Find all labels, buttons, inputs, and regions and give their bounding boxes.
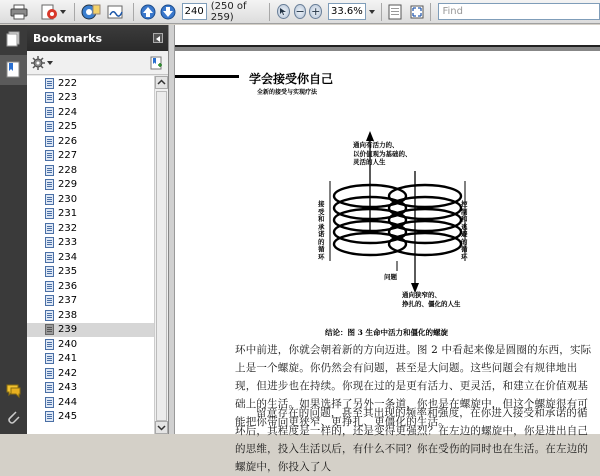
figure-right-label: 控 制 和 逃 避 的 循 环 (461, 200, 468, 261)
toolbar-separator (74, 3, 75, 21)
page-icon (45, 208, 54, 219)
create-pdf-button[interactable] (40, 2, 66, 22)
options-button[interactable] (31, 56, 53, 70)
bookmark-item[interactable] (27, 337, 155, 352)
body-paragraph: 环中前进，你就会朝着新的方向迈进。图 2 中看起来像是圆圈的东西，实际上是一个螺旋。你仍然会有问题，甚至是大问题。这些问题会有规律地出现，但进步也在持续。你现在过的是更有活力、更灵活，和建立在价值观基础上的生活。如果选择了另外一条道，你也是在螺旋中，但这个螺旋很有可能把你带向更狭窄、更挣扎、更僵化的生活。 (235, 344, 592, 428)
bookmark-item[interactable] (27, 221, 155, 236)
bookmarks-header (27, 25, 168, 51)
page-icon (45, 295, 54, 306)
signature-button[interactable] (107, 2, 125, 22)
bookmark-item[interactable] (27, 323, 155, 338)
attachments-icon[interactable] (5, 408, 22, 425)
print-button[interactable] (10, 2, 28, 22)
bookmark-label: 228 (58, 164, 78, 176)
gear-icon (31, 56, 45, 70)
bookmark-item[interactable] (27, 178, 155, 193)
navigation-pane-strip (0, 25, 27, 434)
scroll-up-button[interactable] (155, 76, 168, 89)
bookmark-label: 236 (58, 280, 78, 292)
bookmark-label: 239 (58, 324, 78, 336)
bookmark-label: 229 (58, 179, 78, 191)
cursor-icon (279, 7, 288, 16)
bookmark-item[interactable] (27, 279, 155, 294)
bookmark-label: 233 (58, 237, 78, 249)
bookmark-label: 238 (58, 309, 78, 321)
bookmarks-panel (27, 25, 169, 434)
chevron-down-icon (47, 61, 53, 65)
scroll-thumb[interactable] (156, 91, 167, 421)
figure-top-label: 通向有活力的、 以价值观为基础的、 灵活的人生 (353, 141, 412, 166)
page-icon (45, 92, 54, 103)
bookmark-item[interactable] (27, 294, 155, 309)
page-icon (45, 121, 54, 132)
page-icon (45, 397, 54, 408)
page-icon (45, 281, 54, 292)
page-icon (45, 223, 54, 234)
previous-page-button[interactable] (140, 2, 156, 22)
page-icon (45, 165, 54, 176)
body-paragraph: 留意存在的问题，甚至其出现的频率和强度，在你进入接受和承诺的循环后，其程度是一样的，还是变得更强烈？在左边的螺旋中，你是进出自己的思维，投入生活以后，有什么不同？你在受伤的同时也在生活。在左边的螺旋中，你投入了人 (235, 407, 589, 473)
bookmark-label: 241 (58, 353, 78, 365)
bookmark-label: 224 (58, 106, 78, 118)
bookmark-item[interactable] (27, 366, 155, 381)
full-screen-button[interactable] (410, 2, 424, 22)
bookmark-label: 243 (58, 382, 78, 394)
bookmark-label: 234 (58, 251, 78, 263)
page-icon (45, 353, 54, 364)
full-screen-icon (410, 5, 424, 19)
fit-page-icon (388, 4, 402, 20)
create-pdf-icon (40, 4, 58, 20)
bookmark-item[interactable] (27, 91, 155, 106)
bookmark-item[interactable] (27, 207, 155, 222)
bookmarks-tab[interactable] (0, 55, 27, 85)
next-page-button[interactable] (160, 2, 176, 22)
page-icon (45, 194, 54, 205)
bookmark-icon (5, 61, 22, 78)
bookmark-label: 227 (58, 150, 78, 162)
bookmark-label: 226 (58, 135, 78, 147)
bookmark-label: 237 (58, 295, 78, 307)
collaborate-icon (81, 3, 101, 21)
bookmark-item[interactable] (27, 381, 155, 396)
bookmark-label: 240 (58, 338, 78, 350)
page-icon (45, 252, 54, 263)
figure-bottom-label: 通向狭窄的、 挣扎的、僵化的人生 (402, 291, 461, 308)
bookmark-item[interactable] (27, 192, 155, 207)
fit-page-button[interactable] (388, 2, 402, 22)
page-icon (45, 78, 54, 89)
bookmark-item[interactable] (27, 134, 155, 149)
document-view[interactable] (175, 25, 600, 473)
page-icon (45, 339, 54, 350)
collapse-panel-icon[interactable] (153, 33, 163, 43)
page-icon (45, 179, 54, 190)
figure-problem-label: 问题 (384, 273, 397, 281)
comments-icon[interactable] (5, 382, 22, 399)
bookmark-item[interactable] (27, 76, 155, 91)
toolbar-separator (381, 3, 382, 21)
bookmark-label: 231 (58, 208, 78, 220)
page-icon (45, 382, 54, 393)
select-tool-button[interactable] (277, 4, 290, 19)
collaborate-button[interactable] (81, 2, 101, 22)
scroll-down-button[interactable] (155, 421, 168, 434)
page-icon (45, 310, 54, 321)
zoom-dropdown-chevron-icon[interactable] (369, 10, 375, 14)
zoom-level-input[interactable]: 33.6% (328, 3, 366, 20)
bookmarks-title: Bookmarks (33, 31, 102, 45)
signature-icon (107, 4, 125, 20)
page-icon (45, 368, 54, 379)
bookmark-item[interactable] (27, 352, 155, 367)
toolbar-separator (269, 3, 270, 21)
bookmark-item[interactable] (27, 265, 155, 280)
previous-page-bottom (175, 25, 600, 47)
bookmark-label: 223 (58, 92, 78, 104)
bookmark-label: 230 (58, 193, 78, 205)
bookmarks-toolbar (27, 51, 168, 75)
page-icon (45, 411, 54, 422)
bookmarks-list (27, 76, 155, 434)
bookmark-label: 244 (58, 396, 78, 408)
bookmarks-scrollbar[interactable] (154, 76, 168, 434)
bookmark-label: 222 (58, 77, 78, 89)
chevron-down-icon (60, 10, 66, 14)
bookmark-item[interactable] (27, 250, 155, 265)
chapter-title: 学会接受你自己 (249, 72, 334, 86)
page-icon (45, 136, 54, 147)
zoom-out-button[interactable] (294, 4, 307, 19)
chevron-down-icon (156, 422, 167, 433)
document-page (175, 51, 600, 473)
bookmark-item[interactable] (27, 395, 155, 410)
minus-icon: − (295, 5, 305, 18)
bookmark-label: 225 (58, 121, 78, 133)
page-icon (45, 107, 54, 118)
toolbar-separator (133, 3, 134, 21)
bookmark-label: 232 (58, 222, 78, 234)
arrow-down-icon (160, 4, 176, 20)
page-number-input[interactable]: 240 (182, 3, 207, 20)
main-toolbar (0, 0, 600, 24)
bookmark-label: 242 (58, 367, 78, 379)
zoom-in-button[interactable] (309, 4, 322, 19)
chevron-up-icon (156, 77, 167, 88)
bookmark-item[interactable] (27, 236, 155, 251)
bookmark-item[interactable] (27, 308, 155, 323)
figure-left-label: 接 受 和 承 诺 的 循 环 (318, 200, 325, 261)
bookmark-item[interactable] (27, 410, 155, 425)
page-icon (45, 266, 54, 277)
pages-icon[interactable] (5, 31, 22, 48)
bookmark-label: 245 (58, 411, 78, 423)
bookmark-item[interactable] (27, 163, 155, 178)
chapter-subtitle: 全新的接受与实现疗法 (257, 89, 318, 96)
toolbar-separator (430, 3, 431, 21)
page-icon (45, 150, 54, 161)
printer-icon (10, 4, 28, 20)
page-icon (45, 324, 54, 335)
new-bookmark-icon[interactable] (149, 56, 163, 70)
arrow-up-icon (140, 4, 156, 20)
bookmark-item[interactable] (27, 105, 155, 120)
find-input[interactable]: Find (438, 3, 600, 20)
bookmark-item[interactable] (27, 149, 155, 164)
plus-icon: + (311, 5, 321, 18)
page-count-label: (250 of 259) (210, 0, 247, 23)
bookmark-label: 235 (58, 266, 78, 278)
chapter-rule (175, 75, 239, 78)
page-icon (45, 237, 54, 248)
figure-caption: 结论：图 3 生命中活力和僵化的螺旋 (325, 328, 448, 337)
bookmark-item[interactable] (27, 120, 155, 135)
